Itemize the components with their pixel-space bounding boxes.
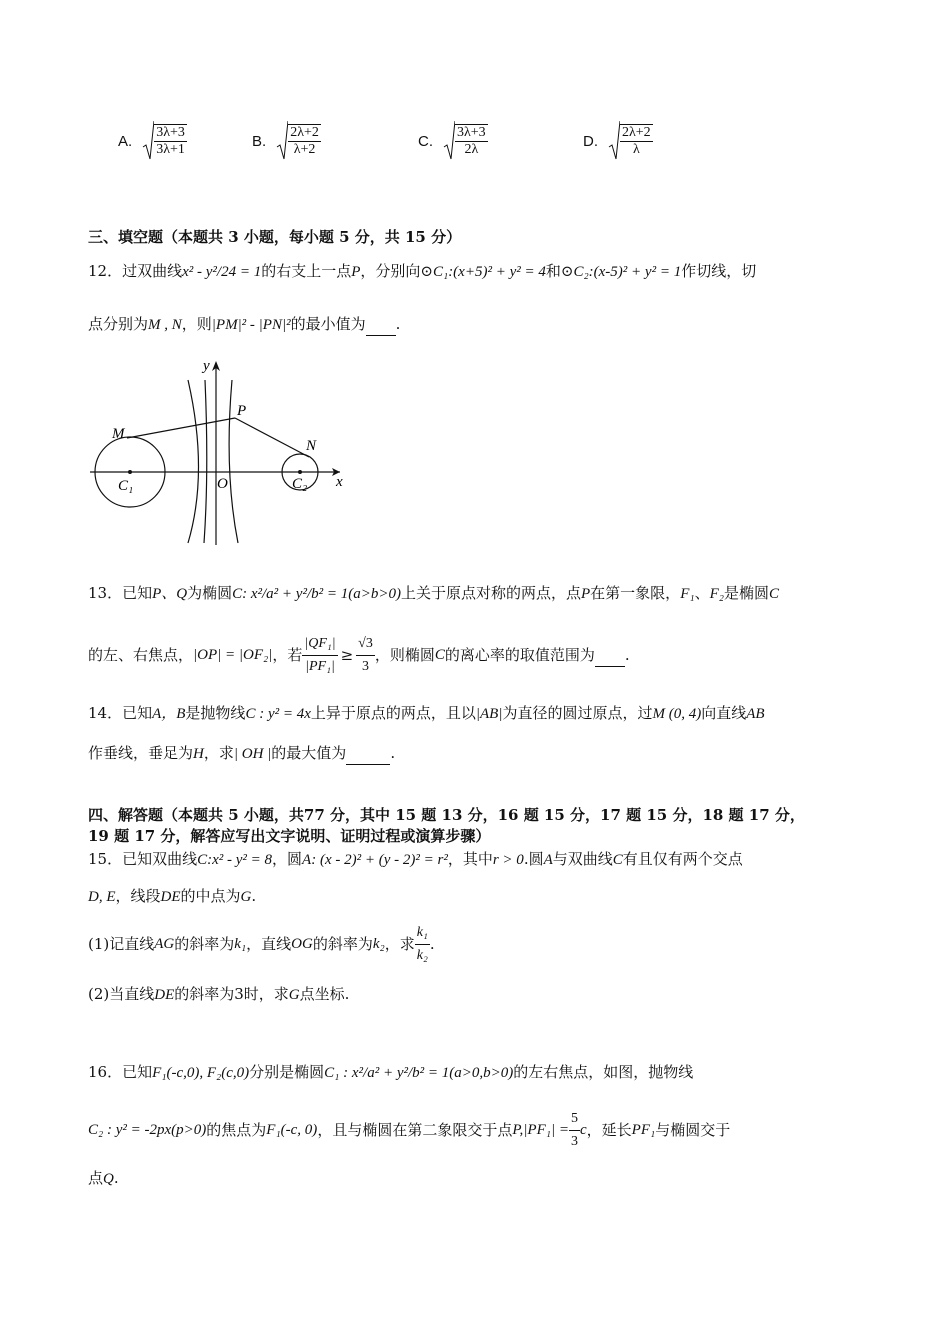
section3-title: 三、填空题（本题共 3 小题，每小题 5 分，共 15 分） [88, 228, 462, 246]
hyperbola-figure [85, 355, 365, 550]
label-c2: C₂ [292, 476, 308, 492]
hyperbola-left-branch [188, 380, 199, 543]
q12-expr: |PM|² - |PN|² [211, 317, 291, 333]
option-c-sqrt [443, 119, 488, 163]
q15-text: 与双曲线 [552, 850, 613, 868]
option-a-sqrt [142, 119, 187, 163]
q14-text: ，求 [203, 744, 234, 762]
q15-frac-num: k₁ [415, 922, 430, 945]
q16-line3 [88, 1167, 119, 1190]
option-b[interactable] [252, 118, 321, 164]
q14-text: 的最大值为 [271, 744, 347, 762]
option-c-den: 2λ [464, 142, 479, 157]
q15-text: 的斜率为 [312, 935, 373, 953]
q15-ag: AG [154, 936, 175, 952]
q16-pf1: |PF₁| = [523, 1122, 569, 1138]
q16-text: 点 [88, 1169, 104, 1187]
q13-line2 [88, 630, 630, 680]
option-d[interactable] [583, 118, 653, 164]
q16-line1 [88, 1061, 693, 1084]
option-c[interactable] [418, 118, 488, 164]
q13-pq: P、Q [152, 586, 188, 602]
q15-g: G [288, 987, 300, 1003]
q15-de2: DE [160, 889, 181, 905]
q15-og: OG [291, 936, 313, 952]
q15-text: ，直线 [246, 935, 292, 953]
q15-frac-den: k₂ [416, 947, 428, 963]
q16-parabola: C₂ : y² = -2px(p>0) [88, 1122, 207, 1138]
q15-circle: A: (x - 2)² + (y - 2)² = r² [302, 852, 448, 868]
option-d-sqrt [608, 119, 653, 163]
q15-text: (1)记直线 [88, 935, 155, 953]
q16-text: ，延长 [586, 1121, 632, 1139]
q15-end: . [429, 935, 435, 953]
q12-circle1: C₁:(x+5)² + y² = 4 [432, 264, 546, 280]
q15-hyperbola: C:x² - y² = 8 [197, 852, 273, 868]
q15-part2 [88, 983, 349, 1006]
q15-line2 [88, 885, 256, 908]
q15-a: A [543, 852, 553, 868]
option-c-num: 3λ+3 [457, 125, 486, 140]
q14-text: 作垂线，垂足为 [88, 744, 194, 762]
q15-k2: k₂ [372, 936, 385, 952]
q15-line1 [88, 848, 743, 871]
q14-text: 向直线 [701, 704, 747, 722]
q15-text: ，其中 [447, 850, 493, 868]
sqrt-sign-icon [608, 119, 620, 163]
section4-title-line2: 19 题 17 分，解答应写出文字说明、证明过程或演算步骤） [88, 827, 491, 845]
option-a-den: 3λ+1 [156, 142, 185, 157]
q13-end: . [624, 646, 630, 664]
q15-text: ，圆 [272, 850, 303, 868]
q16-end: . [113, 1169, 119, 1187]
label-m: M [112, 426, 125, 442]
q13-text: ，则椭圆 [374, 646, 435, 664]
q13-ratio-den: |PF₁| [305, 658, 335, 674]
sqrt-sign-icon [276, 119, 288, 163]
q16-frac-den: 3 [570, 1133, 578, 1149]
q15-text: 15．已知双曲线 [88, 850, 198, 868]
option-a-letter: A. [118, 132, 133, 150]
q15-text: (2)当直线 [88, 985, 155, 1003]
q12-line1 [88, 260, 756, 283]
q16-text: 的焦点为 [206, 1121, 267, 1139]
option-c-letter: C. [418, 132, 433, 150]
answer-blank[interactable] [595, 644, 625, 667]
q16-foci: F₁(-c,0), F₂(c,0) [152, 1065, 250, 1081]
q16-text: 分别是椭圆 [249, 1063, 325, 1081]
q13-text: ，若 [272, 646, 303, 664]
q13-f1: F₁ [680, 586, 695, 602]
q12-end: . [395, 315, 401, 333]
hyperbola-left-branch-2 [204, 380, 207, 543]
option-b-den: λ+2 [293, 142, 316, 157]
q15-g: G [240, 889, 252, 905]
q14-ab: A，B [152, 706, 186, 722]
q15-de: DE [154, 987, 175, 1003]
q15-text: 的斜率为 [174, 935, 235, 953]
q12-text: ，分别向⊙ [360, 262, 433, 280]
q12-text: 作切线，切 [681, 262, 757, 280]
q15-text: ，线段 [115, 887, 161, 905]
q12-text: 的最小值为 [290, 315, 366, 333]
q14-ab2: AB [746, 706, 765, 722]
q13-line1 [88, 582, 779, 605]
option-b-letter: B. [252, 132, 267, 150]
q16-focus: F₁(-c, 0) [266, 1122, 318, 1138]
label-o: O [217, 476, 228, 492]
q16-pf1b: PF₁ [631, 1122, 656, 1138]
q16-ellipse: C₁ : x²/a² + y²/b² = 1(a>0,b>0) [324, 1065, 514, 1081]
q13-rhs-den: 3 [362, 658, 370, 674]
q14-text: 为直径的圆过原点，过 [502, 704, 653, 722]
q13-text: 的左、右焦点， [88, 646, 194, 664]
q14-parabola: C : y² = 4x [245, 706, 311, 722]
q13-cond: |OP| = |OF₂| [193, 647, 273, 663]
q15-text: 有且仅有两个交点 [622, 850, 743, 868]
q16-text: ，且与椭圆在第二象限交于点 [317, 1121, 513, 1139]
q12-text: 点分别为 [88, 315, 149, 333]
option-d-num: 2λ+2 [622, 125, 651, 140]
q15-r: r > 0 [492, 852, 524, 868]
q13-p: P [581, 586, 591, 602]
tangent-pn [235, 418, 309, 457]
q16-p: P, [512, 1122, 524, 1138]
sqrt-sign-icon [443, 119, 455, 163]
q13-ellipse: C: x²/a² + y²/b² = 1(a>b>0) [232, 586, 401, 602]
q16-c: c [579, 1122, 587, 1138]
q12-circle2: C₂:(x-5)² + y² = 1 [573, 264, 682, 280]
answer-blank[interactable] [346, 742, 390, 765]
label-x: x [336, 474, 343, 490]
q13-text: 13．已知 [88, 584, 153, 602]
q14-line2 [88, 742, 395, 765]
q15-text: 的斜率为3时，求 [174, 985, 289, 1003]
q13-c: C [769, 586, 780, 602]
q16-text: 16．已知 [88, 1063, 153, 1081]
q14-text: 上异于原点的两点，且以 [310, 704, 476, 722]
tangent-pm [127, 418, 235, 438]
option-a-num: 3λ+3 [156, 125, 185, 140]
q14-text: 14．已知 [88, 704, 153, 722]
q14-end: . [390, 744, 396, 762]
q15-de: D, E [88, 889, 116, 905]
q13-ratio-num: |QF₁| [302, 633, 337, 656]
center-c1 [128, 470, 132, 474]
q16-line2 [88, 1108, 730, 1152]
q14-text: 是抛物线 [185, 704, 246, 722]
q13-text: 的离心率的取值范围为 [444, 646, 595, 664]
q13-text: 在第一象限， [590, 584, 681, 602]
q13-c: C [434, 647, 445, 663]
q13-rhs-num: √3 [356, 633, 375, 656]
q15-text: .圆 [523, 850, 544, 868]
q14-m: M (0, 4) [652, 706, 702, 722]
q13-ge: ≥ [340, 646, 354, 664]
q14-oh: | OH | [233, 746, 272, 762]
q15-text: 点坐标. [299, 985, 350, 1003]
section4-title-line1: 四、解答题（本题共 5 小题，共77 分，其中 15 题 13 分，16 题 15 分，17 题 15 分，18 题 17 分， [88, 806, 805, 824]
label-n: N [306, 438, 317, 454]
q14-abs-ab: |AB| [475, 706, 503, 722]
q12-line2 [88, 313, 400, 336]
q12-mn: M , N [148, 317, 182, 333]
answer-blank[interactable] [366, 313, 396, 336]
q12-text: ，则 [181, 315, 212, 333]
q13-text: 是椭圆 [723, 584, 769, 602]
q15-end: . [251, 887, 257, 905]
center-c2 [298, 470, 302, 474]
label-c1: C₁ [118, 478, 134, 494]
q12-text: 和⊙ [545, 262, 574, 280]
q16-text: 与椭圆交于 [655, 1121, 731, 1139]
q14-h: H [193, 746, 204, 762]
q15-c: C [612, 852, 623, 868]
q13-f2: F₂ [709, 586, 724, 602]
q16-frac-num: 5 [569, 1108, 580, 1131]
q15-k1: k₁ [234, 936, 247, 952]
option-b-sqrt [276, 119, 321, 163]
label-p: P [237, 403, 247, 419]
option-b-num: 2λ+2 [290, 125, 319, 140]
q15-text: ，求 [384, 935, 415, 953]
q15-part1 [88, 922, 435, 966]
q12-text: 12．过双曲线 [88, 262, 183, 280]
q15-text: 的中点为 [180, 887, 241, 905]
option-d-den: λ [632, 142, 640, 157]
q13-sep: 、 [694, 584, 710, 602]
sqrt-sign-icon [142, 119, 154, 163]
q12-text: 的右支上一点 [261, 262, 352, 280]
q12-point: P [351, 264, 361, 280]
q16-q: Q [103, 1171, 114, 1187]
q13-text: 上关于原点对称的两点，点 [400, 584, 581, 602]
q12-hyperbola: x² - y²/24 = 1 [182, 264, 262, 280]
q16-text: 的左右焦点，如图，抛物线 [513, 1063, 694, 1081]
option-d-letter: D. [583, 132, 598, 150]
q14-line1 [88, 702, 765, 725]
q13-text: 为椭圆 [187, 584, 233, 602]
label-y: y [203, 358, 210, 374]
option-a[interactable] [118, 118, 187, 164]
